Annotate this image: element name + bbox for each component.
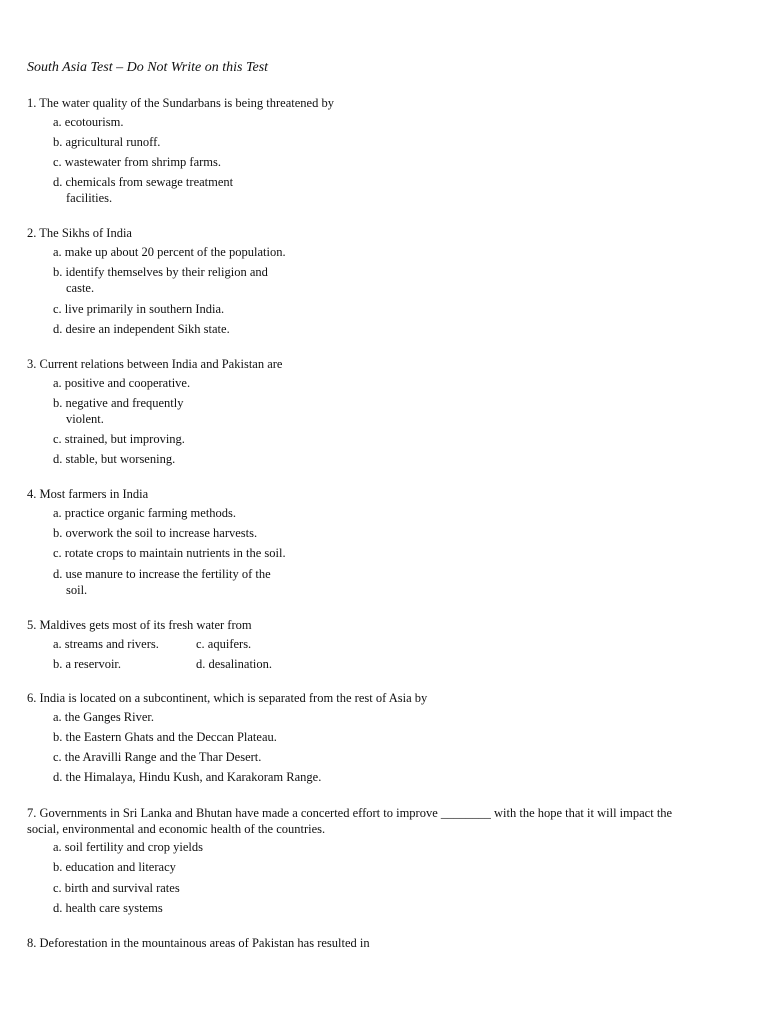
question-1-option-c: c. wastewater from shrimp farms. — [53, 155, 221, 169]
question-8-stem: 8. Deforestation in the mountainous areas of Pakistan has resulted in — [27, 936, 370, 950]
question-5-option-c: c. aquifers. — [196, 637, 252, 651]
question-1-option-d: d. chemicals from sewage treatment — [53, 175, 234, 189]
question-7-option-b: b. education and literacy — [53, 860, 176, 874]
question-4-stem: 4. Most farmers in India — [27, 487, 149, 501]
question-2-option-c: c. live primarily in southern India. — [53, 302, 225, 316]
question-4-option-d: d. use manure to increase the fertility of the — [53, 567, 271, 581]
question-7-option-d: d. health care systems — [53, 901, 163, 915]
question-4-option-c: c. rotate crops to maintain nutrients in the soil. — [53, 546, 286, 560]
question-6-option-d: d. the Himalaya, Hindu Kush, and Karakoram Range. — [53, 770, 322, 784]
question-1-stem: 1. The water quality of the Sundarbans is being threatened by — [27, 96, 334, 110]
question-3-option-b-continued: violent. — [66, 412, 104, 426]
question-7-option-c: c. birth and survival rates — [53, 881, 180, 895]
question-3-option-d: d. stable, but worsening. — [53, 452, 176, 466]
question-2-option-a: a. make up about 20 percent of the population. — [53, 245, 286, 259]
question-2-stem: 2. The Sikhs of India — [27, 226, 132, 240]
question-6-option-a: a. the Ganges River. — [53, 710, 155, 724]
question-7-stem-continued: social, environmental and economic health of the countries. — [27, 822, 326, 836]
question-7-option-a: a. soil fertility and crop yields — [53, 840, 203, 854]
question-4-option-a: a. practice organic farming methods. — [53, 506, 237, 520]
question-3-stem: 3. Current relations between India and Pakistan are — [27, 357, 283, 371]
question-6-option-c: c. the Aravilli Range and the Thar Desert. — [53, 750, 262, 764]
question-3-option-b: b. negative and frequently — [53, 396, 184, 410]
question-6-option-b: b. the Eastern Ghats and the Deccan Plateau. — [53, 730, 277, 744]
page-title: South Asia Test – Do Not Write on this Test — [27, 60, 269, 75]
question-5-option-a: a. streams and rivers. — [53, 637, 159, 651]
question-3-option-c: c. strained, but improving. — [53, 432, 185, 446]
question-1-option-a: a. ecotourism. — [53, 115, 124, 129]
question-2-option-b: b. identify themselves by their religion and — [53, 265, 268, 279]
question-5-option-b: b. a reservoir. — [53, 657, 122, 671]
question-7-stem: 7. Governments in Sri Lanka and Bhutan have made a concerted effort to improve ________ with the hope that it will impact the — [27, 806, 673, 820]
question-2-option-b-continued: caste. — [66, 281, 95, 295]
question-1-option-b: b. agricultural runoff. — [53, 135, 161, 149]
question-5-option-d: d. desalination. — [196, 657, 273, 671]
question-6-stem: 6. India is located on a subcontinent, which is separated from the rest of Asia by — [27, 691, 428, 705]
question-5-stem: 5. Maldives gets most of its fresh water from — [27, 618, 252, 632]
question-2-option-d: d. desire an independent Sikh state. — [53, 322, 230, 336]
question-4-option-d-continued: soil. — [66, 583, 88, 597]
question-3-option-a: a. positive and cooperative. — [53, 376, 191, 390]
question-1-option-d-continued: facilities. — [66, 191, 113, 205]
question-4-option-b: b. overwork the soil to increase harvests. — [53, 526, 258, 540]
